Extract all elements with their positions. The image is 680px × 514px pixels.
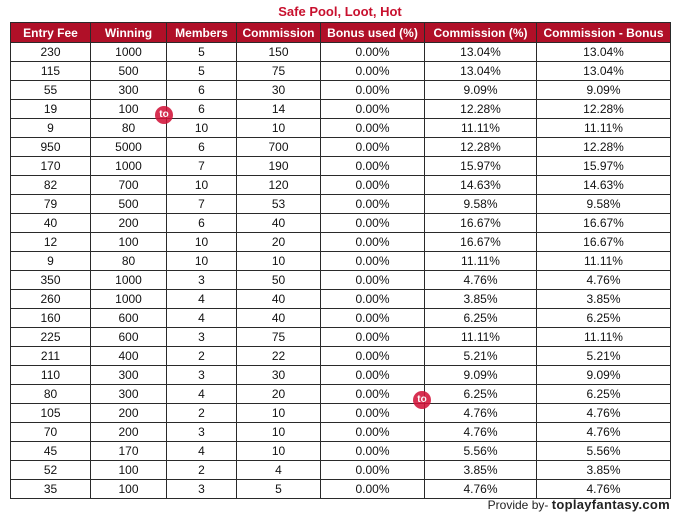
table-cell: 190 [237,157,321,176]
watermark-logo: to [413,391,431,409]
footer-brand: toplayfantasy.com [551,497,670,512]
table-cell: 53 [237,195,321,214]
table-cell: 11.11% [425,252,537,271]
table-cell: 75 [237,62,321,81]
table-cell: 0.00% [321,176,425,195]
table-cell: 7 [167,157,237,176]
table-cell: 400 [91,347,167,366]
table-cell: 4 [167,385,237,404]
table-cell: 3.85% [425,290,537,309]
table-cell: 0.00% [321,271,425,290]
table-cell: 700 [91,176,167,195]
table-cell: 9 [11,119,91,138]
table-cell: 0.00% [321,347,425,366]
table-cell: 10 [237,423,321,442]
table-cell: 4.76% [425,404,537,423]
table-row [11,214,671,233]
table-cell: 0.00% [321,480,425,499]
table-cell: 0.00% [321,252,425,271]
table-row [11,81,671,100]
table-cell: 6.25% [537,309,671,328]
table-cell: 15.97% [537,157,671,176]
table-cell: 12.28% [537,100,671,119]
table-cell: 10 [237,442,321,461]
table-cell: 6 [167,214,237,233]
footer-credit [488,496,670,513]
table-cell: 10 [237,252,321,271]
table-cell: 7 [167,195,237,214]
table-cell: 40 [11,214,91,233]
table-cell: 1000 [91,43,167,62]
table-cell: 5.21% [425,347,537,366]
table-cell: 80 [91,252,167,271]
table-cell: 200 [91,404,167,423]
table-cell: 160 [11,309,91,328]
table-cell: 2 [167,461,237,480]
column-header: Members [167,23,237,43]
table-body [11,43,671,499]
table-cell: 5 [167,62,237,81]
table-row [11,366,671,385]
column-header: Bonus used (%) [321,23,425,43]
table-cell: 10 [237,119,321,138]
table-cell: 110 [11,366,91,385]
table-cell: 1000 [91,271,167,290]
table-cell: 0.00% [321,290,425,309]
table-cell: 4.76% [537,480,671,499]
table-row [11,100,671,119]
table-cell: 300 [91,81,167,100]
table-cell: 12.28% [425,138,537,157]
table-cell: 100 [91,480,167,499]
table-cell: 0.00% [321,423,425,442]
table-cell: 19 [11,100,91,119]
table-cell: 45 [11,442,91,461]
table-cell: 55 [11,81,91,100]
table-cell: 14.63% [537,176,671,195]
table-cell: 12 [11,233,91,252]
table-cell: 10 [237,404,321,423]
table-cell: 79 [11,195,91,214]
table-row [11,271,671,290]
table-cell: 600 [91,309,167,328]
table-cell: 5.21% [537,347,671,366]
table-cell: 230 [11,43,91,62]
column-header: Winning [91,23,167,43]
table-cell: 4.76% [537,271,671,290]
table-cell: 6.25% [425,385,537,404]
table-cell: 11.11% [537,252,671,271]
table-cell: 35 [11,480,91,499]
table-cell: 105 [11,404,91,423]
table-cell: 0.00% [321,43,425,62]
table-cell: 9.09% [425,366,537,385]
table-row [11,138,671,157]
table-cell: 22 [237,347,321,366]
column-header: Commission - Bonus [537,23,671,43]
table-cell: 9.58% [537,195,671,214]
table-row [11,195,671,214]
table-cell: 0.00% [321,366,425,385]
table-row [11,385,671,404]
table-cell: 9.09% [537,366,671,385]
table-cell: 211 [11,347,91,366]
table-cell: 30 [237,81,321,100]
table-cell: 3 [167,271,237,290]
table-cell: 3 [167,366,237,385]
table-cell: 13.04% [425,62,537,81]
table-cell: 3 [167,423,237,442]
table-cell: 82 [11,176,91,195]
table-cell: 9 [11,252,91,271]
table-cell: 0.00% [321,119,425,138]
table-cell: 0.00% [321,309,425,328]
table-cell: 9.09% [425,81,537,100]
table-cell: 200 [91,214,167,233]
table-row [11,252,671,271]
table-cell: 5000 [91,138,167,157]
column-header: Commission [237,23,321,43]
table-row [11,461,671,480]
table-cell: 5.56% [425,442,537,461]
table-row [11,347,671,366]
table-cell: 350 [11,271,91,290]
table-cell: 225 [11,328,91,347]
table-cell: 80 [91,119,167,138]
table-row [11,119,671,138]
table-cell: 15.97% [425,157,537,176]
table-cell: 6.25% [537,385,671,404]
column-header: Entry Fee [11,23,91,43]
table-cell: 0.00% [321,100,425,119]
table-cell: 1000 [91,290,167,309]
table-cell: 500 [91,62,167,81]
table-row [11,290,671,309]
table-cell: 4 [167,442,237,461]
table-cell: 5 [167,43,237,62]
table-cell: 0.00% [321,62,425,81]
table-cell: 6.25% [425,309,537,328]
table-cell: 4.76% [537,404,671,423]
table-cell: 13.04% [537,43,671,62]
table-row [11,157,671,176]
table-cell: 10 [167,252,237,271]
table-title: Safe Pool, Loot, Hot [278,4,402,19]
footer-prefix: Provide by- [487,498,549,512]
table-cell: 10 [167,119,237,138]
table-cell: 700 [237,138,321,157]
table-cell: 500 [91,195,167,214]
table-row [11,309,671,328]
table-cell: 0.00% [321,195,425,214]
table-cell: 16.67% [537,233,671,252]
table-cell: 4.76% [425,423,537,442]
table-cell: 9.58% [425,195,537,214]
table-cell: 120 [237,176,321,195]
table-cell: 40 [237,290,321,309]
table-row [11,328,671,347]
table-cell: 16.67% [537,214,671,233]
table-cell: 5 [237,480,321,499]
table-cell: 200 [91,423,167,442]
table-cell: 170 [11,157,91,176]
table-cell: 16.67% [425,214,537,233]
table-cell: 3 [167,480,237,499]
table-cell: 40 [237,214,321,233]
table-cell: 4 [237,461,321,480]
table-cell: 52 [11,461,91,480]
table-cell: 2 [167,347,237,366]
table-cell: 100 [91,233,167,252]
table-cell: 6 [167,138,237,157]
table-cell: 0.00% [321,157,425,176]
watermark-logo: to [155,106,173,124]
table-cell: 115 [11,62,91,81]
table-cell: 10 [167,176,237,195]
table-row [11,442,671,461]
header-row [11,23,671,43]
table-cell: 70 [11,423,91,442]
table-cell: 0.00% [321,214,425,233]
table-row [11,62,671,81]
table-cell: 50 [237,271,321,290]
table-cell: 11.11% [425,328,537,347]
table-cell: 300 [91,366,167,385]
table-cell: 12.28% [425,100,537,119]
table-cell: 30 [237,366,321,385]
table-cell: 6 [167,100,237,119]
table-cell: 6 [167,81,237,100]
table-cell: 20 [237,385,321,404]
table-cell: 5.56% [537,442,671,461]
table-cell: 13.04% [537,62,671,81]
table-cell: 0.00% [321,81,425,100]
table-cell: 11.11% [537,328,671,347]
table-row [11,176,671,195]
table-cell: 16.67% [425,233,537,252]
table-cell: 11.11% [537,119,671,138]
table-cell: 4.76% [537,423,671,442]
table-cell: 3.85% [425,461,537,480]
table-cell: 3.85% [537,290,671,309]
table-row [11,43,671,62]
table-cell: 0.00% [321,328,425,347]
column-header: Commission (%) [425,23,537,43]
table-cell: 9.09% [537,81,671,100]
table-cell: 100 [91,461,167,480]
table-cell: 0.00% [321,138,425,157]
table-cell: 950 [11,138,91,157]
table-cell: 80 [11,385,91,404]
table-cell: 0.00% [321,385,425,404]
commission-table [10,22,671,499]
table-row [11,423,671,442]
table-cell: 100 [91,100,167,119]
table-cell: 0.00% [321,442,425,461]
table-cell: 14 [237,100,321,119]
table-row [11,404,671,423]
table-cell: 75 [237,328,321,347]
table-cell: 1000 [91,157,167,176]
table-cell: 0.00% [321,404,425,423]
table-cell: 4.76% [425,480,537,499]
table-cell: 14.63% [425,176,537,195]
table-cell: 3.85% [537,461,671,480]
table-cell: 0.00% [321,233,425,252]
table-cell: 300 [91,385,167,404]
table-cell: 4.76% [425,271,537,290]
table-cell: 600 [91,328,167,347]
table-cell: 20 [237,233,321,252]
table-cell: 4 [167,290,237,309]
table-cell: 0.00% [321,461,425,480]
table-cell: 4 [167,309,237,328]
table-cell: 11.11% [425,119,537,138]
table-cell: 10 [167,233,237,252]
table-cell: 2 [167,404,237,423]
table-cell: 40 [237,309,321,328]
table-cell: 12.28% [537,138,671,157]
table-cell: 170 [91,442,167,461]
table-row [11,233,671,252]
table-cell: 260 [11,290,91,309]
table-cell: 3 [167,328,237,347]
table-cell: 13.04% [425,43,537,62]
table-cell: 150 [237,43,321,62]
